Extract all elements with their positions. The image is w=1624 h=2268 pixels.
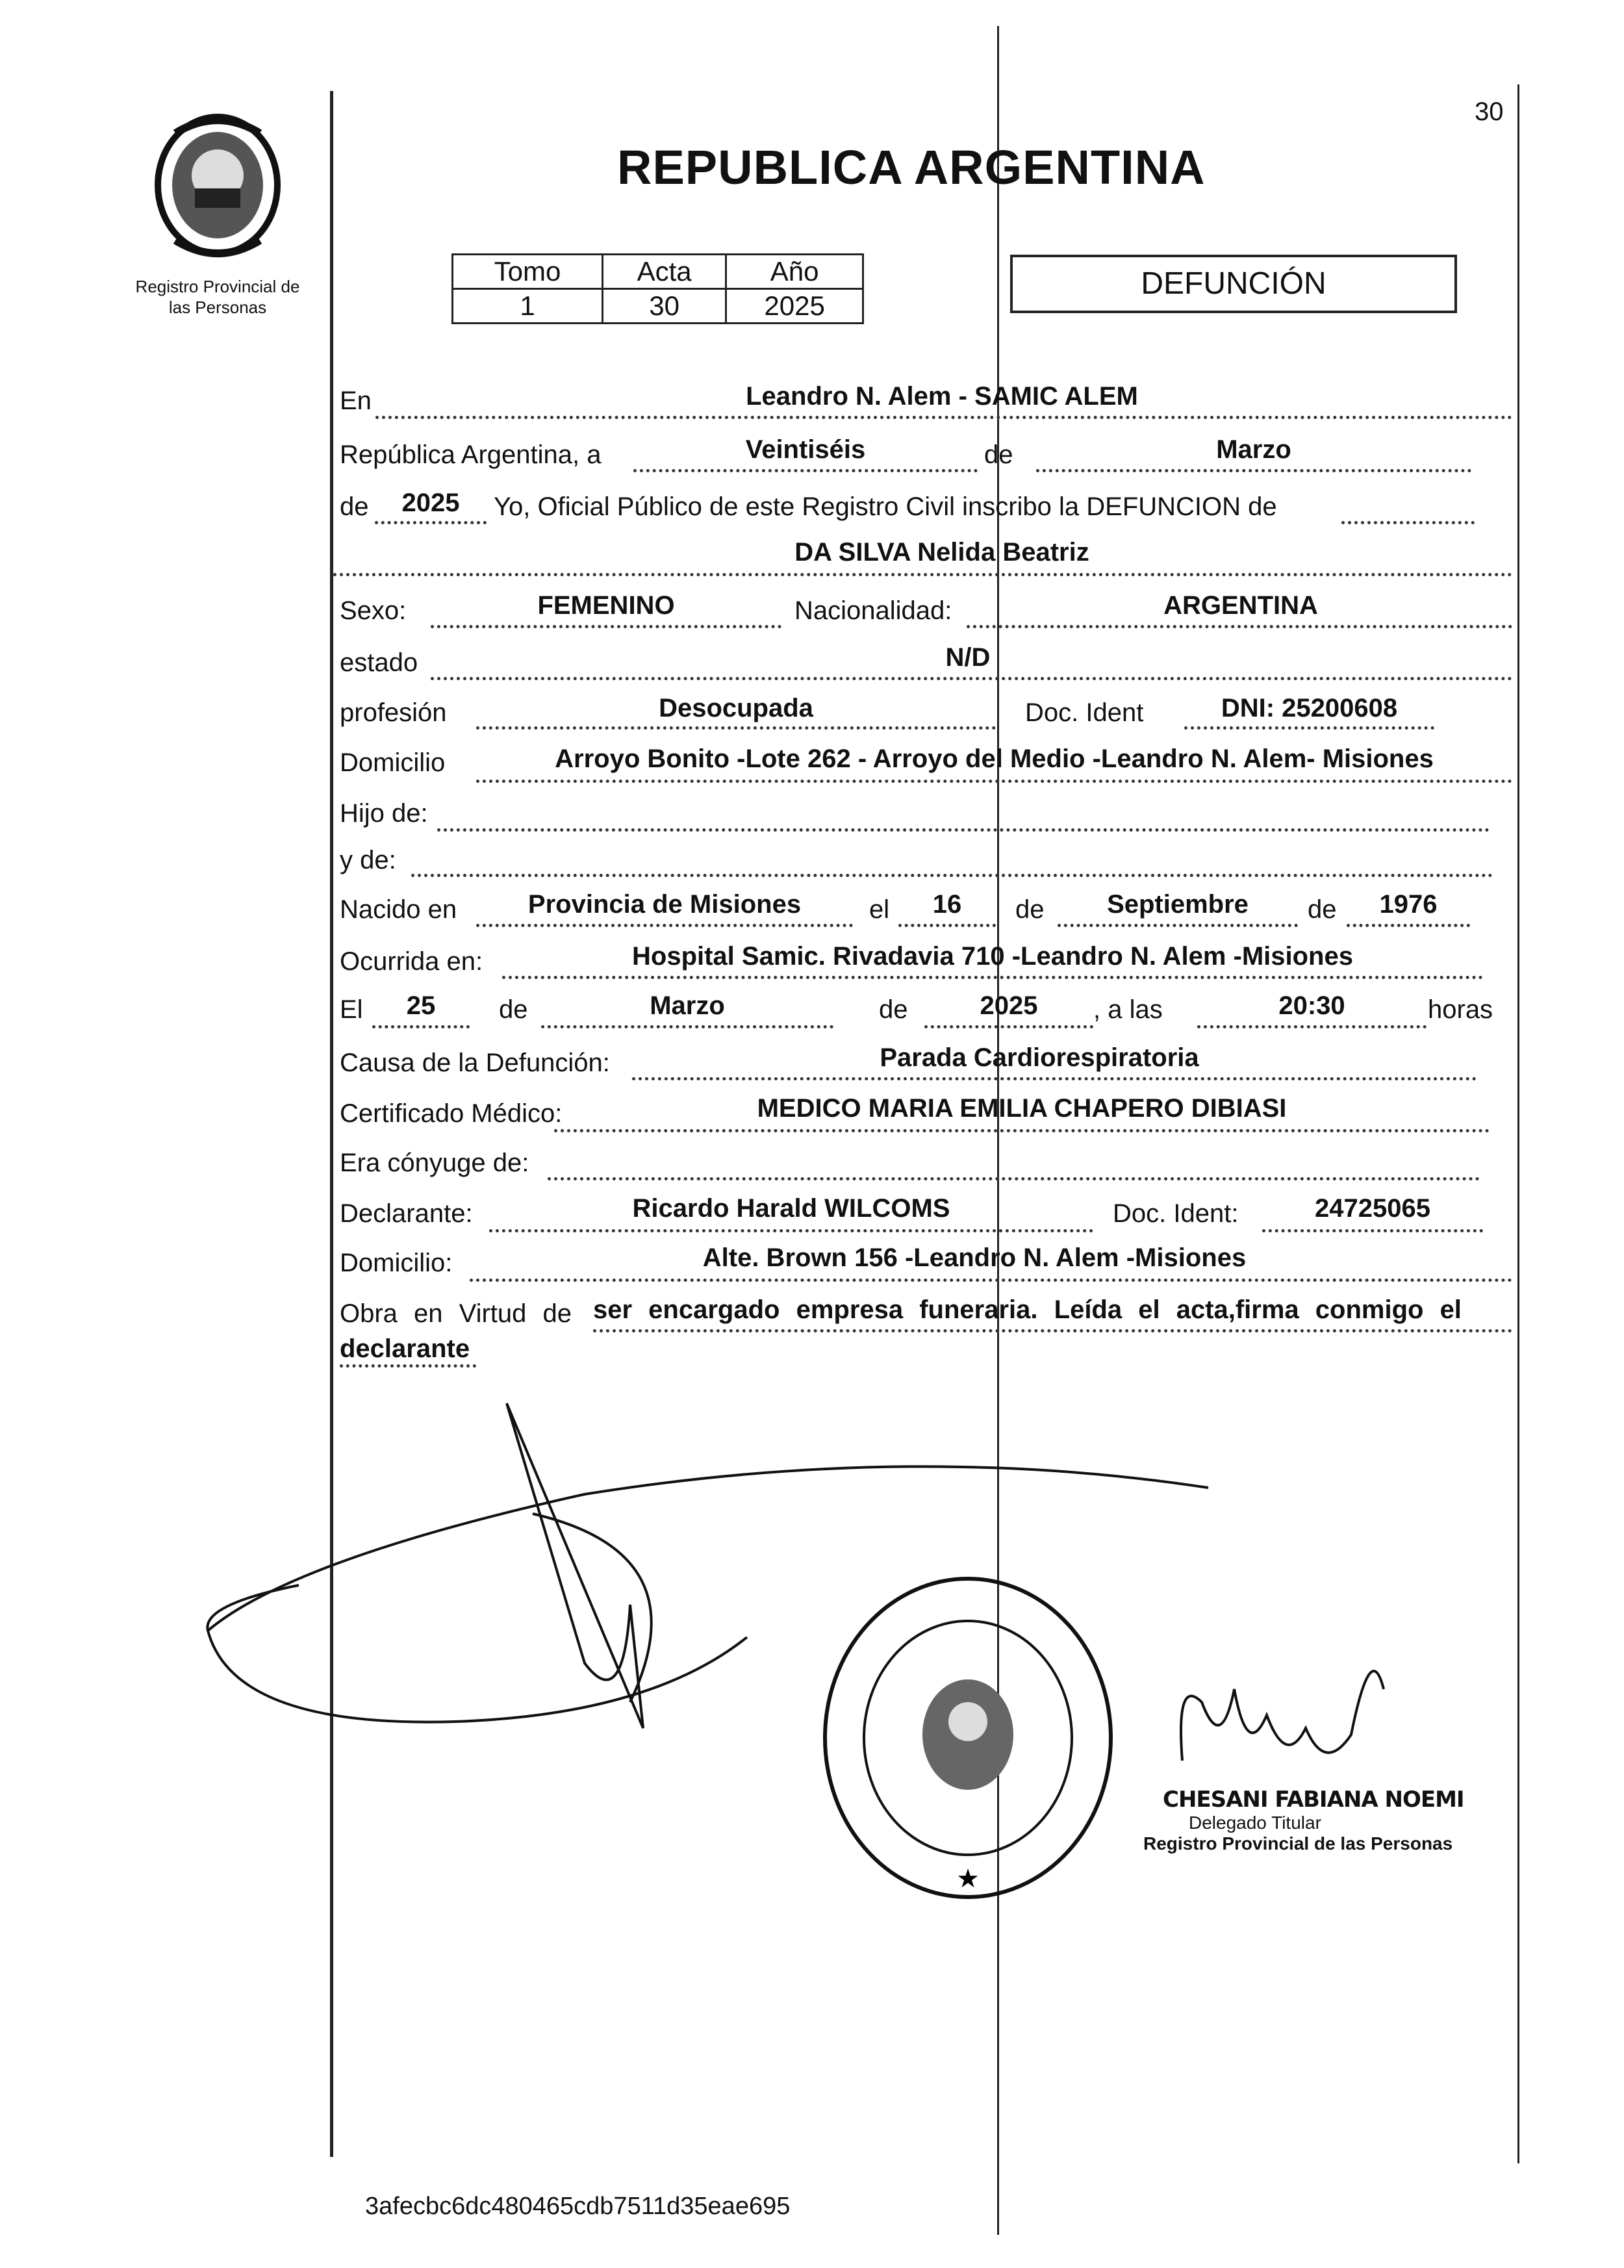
label-en: En [340,387,372,415]
label-nacionalidad: Nacionalidad: [794,596,952,625]
label-y-de: y de: [340,846,396,874]
label-nacido-en: Nacido en [340,895,457,924]
value-sexo: FEMENINO [537,591,675,620]
province-seal-logo [149,110,286,260]
label-el-fecha: El [340,995,363,1024]
label-domicilio: Domicilio [340,748,446,777]
left-margin-line [330,91,333,2157]
value-nacido-anio: 1976 [1379,890,1438,919]
table-header: Año [726,255,863,289]
page-number: 30 [1475,97,1504,126]
label-de: de [499,995,528,1024]
label-republica: República Argentina, a [340,440,602,469]
value-nacido-dia: 16 [932,890,962,919]
label-declarante: Declarante: [340,1199,473,1228]
table-header: Acta [603,255,726,289]
anio-value: 2025 [726,289,863,324]
value-mes: Marzo [1216,435,1291,464]
value-dia-letras: Veintiséis [745,435,866,464]
value-profesion: Desocupada [659,694,813,722]
label-inscribo: Yo, Oficial Público de este Registro Civil inscribo la DEFUNCION de [494,492,1277,521]
document-type-box: DEFUNCIÓN [1010,255,1457,313]
logo-caption-line2: las Personas [168,298,267,317]
value-obra-line2: declarante [340,1334,470,1363]
official-stamp [815,1569,1121,1907]
value-estado: N/D [945,643,991,672]
value-ocurrida: Hospital Samic. Rivadavia 710 -Leandro N. Alem -Misiones [632,942,1353,971]
label-de: de [984,440,1013,469]
label-sexo: Sexo: [340,596,407,625]
label-hijo-de: Hijo de: [340,799,428,828]
label-de: de [879,995,908,1024]
label-causa: Causa de la Defunción: [340,1049,610,1077]
value-certificado: MEDICO MARIA EMILIA CHAPERO DIBIASI [757,1094,1287,1123]
label-a-las: , a las [1093,995,1163,1024]
tomo-value: 1 [453,289,603,324]
registry-table [451,253,864,324]
value-declarante-domicilio: Alte. Brown 156 -Leandro N. Alem -Misiones [702,1243,1247,1272]
signatory-role: Delegado Titular [1189,1813,1321,1833]
label-de: de [1308,895,1337,924]
value-domicilio: Arroyo Bonito -Lote 262 - Arroyo del Medio -Leandro N. Alem- Misiones [555,745,1434,773]
label-el: el [869,895,890,924]
page-title: REPUBLICA ARGENTINA [617,140,1206,194]
label-conyuge: Era cónyuge de: [340,1149,529,1177]
label-doc-ident: Doc. Ident [1025,698,1144,727]
value-def-mes: Marzo [650,991,725,1020]
value-nombre: DA SILVA Nelida Beatriz [794,538,1089,567]
value-obra-line1: ser encargado empresa funeraria. Leída el acta,firma conmigo el [593,1295,1462,1324]
value-causa: Parada Cardiorespiratoria [880,1043,1199,1072]
document-hash: 3afecbc6dc480465cdb7511d35eae695 [365,2193,791,2220]
value-dni: DNI: 25200608 [1221,694,1398,722]
label-horas: horas [1428,995,1493,1024]
label-certificado: Certificado Médico: [340,1099,563,1128]
value-def-anio: 2025 [980,991,1038,1020]
value-declarante-doc: 24725065 [1315,1194,1430,1223]
table-header: Tomo [453,255,603,289]
value-nacido-lugar: Provincia de Misiones [527,890,802,919]
value-declarante: Ricardo Harald WILCOMS [632,1194,950,1223]
label-domicilio-declarante: Domicilio: [340,1249,453,1277]
official-signature [1163,1663,1397,1793]
label-de: de [340,492,369,521]
value-nacionalidad: ARGENTINA [1163,591,1318,620]
acta-value: 30 [603,289,726,324]
value-anio: 2025 [401,489,460,517]
logo-caption-line1: Registro Provincial de [135,277,300,296]
svg-text:★: ★ [956,1864,980,1894]
value-def-hora: 20:30 [1278,991,1345,1020]
value-lugar: Leandro N. Alem - SAMIC ALEM [746,382,1138,411]
label-obra: Obra en Virtud de [340,1299,572,1328]
value-def-dia: 25 [406,991,436,1020]
label-estado: estado [340,648,418,677]
value-nacido-mes: Septiembre [1107,890,1249,919]
label-de: de [1015,895,1045,924]
signatory-office: Registro Provincial de las Personas [1143,1833,1453,1854]
right-margin-line [1517,84,1519,2163]
label-profesion: profesión [340,698,447,727]
label-doc-ident-declarante: Doc. Ident: [1113,1199,1239,1228]
label-ocurrida-en: Ocurrida en: [340,947,483,976]
signatory-name: CHESANI FABIANA NOEMI [1163,1787,1464,1813]
